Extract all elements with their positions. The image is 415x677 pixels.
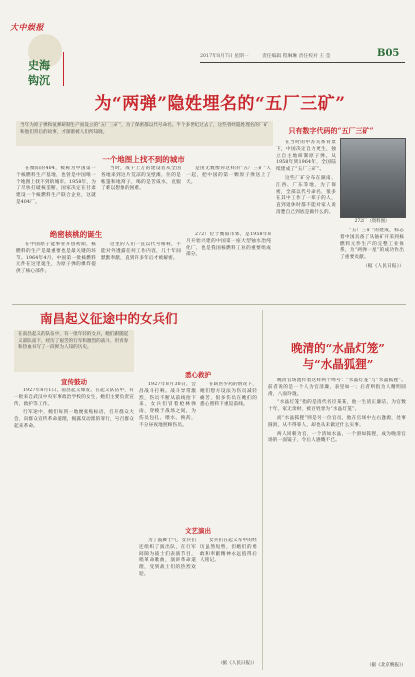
story3-standfirst: 在南昌起义的队伍中，有一批年轻的女兵，她们跟随起义部队南下，经历了艰苦的行军和激烈的战斗，用青春和热血书写了一段鲜为人知的历史。 <box>14 330 134 372</box>
main-headline: 为“两弹”隐姓埋名的“五厂三矿” <box>94 94 346 114</box>
newspaper-logo: 大中娱报 <box>10 22 44 32</box>
story3-subhead2: 悉心救护 <box>185 371 211 379</box>
story2-col3 <box>340 228 404 300</box>
story3-subhead3: 文艺演出 <box>185 527 211 535</box>
story2-para4: “五厂三矿”的建成，标志着中国具备了从铀矿开采到核燃料元件生产的完整工业体系，为“两弹一星”的成功作出了重要贡献。 <box>340 228 404 261</box>
story2-col2 <box>276 140 336 298</box>
story1-col5 <box>101 242 181 298</box>
masthead <box>0 0 415 86</box>
editor-line: 责任编辑 程琳琳 责任校对 王 莹 <box>262 54 331 59</box>
story2-subhead: 只有数字代码的“五厂三矿” <box>288 126 374 135</box>
story1-para2: 当时，成千上万的建设者从全国各地来到这片荒凉的戈壁滩，住的是帐篷和地窝子，喝的是苦咸水，克服了难以想象的困难。 <box>101 166 181 192</box>
section-divider <box>12 304 406 305</box>
story3-col1 <box>14 388 134 668</box>
factory-photo <box>340 138 406 218</box>
story3-para4: 在缺医少药的情况下，她们想方设法为伤员减轻痛苦，很多伤员在她们的悉心照料下重返前线。 <box>200 382 257 408</box>
story3-para2: 行军途中，她们每到一地便张贴标语，召开群众大会，向群众宣传革命道理，揭露反动派的罪行，号召群众起来革命。 <box>14 410 134 429</box>
story3-para3: 1927年8月30日，会昌战斗打响。战斗异常激烈，伤员不断从前线抬下来，女兵们冒着枪林弹雨，穿梭于战场之间，为伤员包扎、喂水、换药，不分昼夜地照顾伤员。 <box>139 382 196 428</box>
story3-col2 <box>139 382 196 524</box>
story4-body <box>268 378 406 660</box>
story3-para5: 为了鼓舞士气，女兵们还组织了演出队，在行军间隙为战士们表演节目，唱革命歌曲，演讲革命道理，受到战士们的热烈欢迎。 <box>139 538 196 577</box>
story2-para3: 这些厂矿分布在湖南、江西、广东等地，为了保密，全部以代号命名，很多在其中工作了一辈子的人，直到退休时都不能对家人说清楚自己到底是做什么的。 <box>276 175 336 215</box>
story4-para4: 两人同朝为官，一个清如水晶，一个滑如狐狸，成为晚清官场的一面镜子，令后人感慨不已。 <box>268 431 406 444</box>
story1-para1: 在衡阳的404，被称为中国第一个核燃料生产基地，也曾是中国唯一个地图上找不到的城市。1958年，为了尽快打破核垄断，国家决定在甘肃建设一个核燃料生产联合企业，这就是404厂。 <box>16 166 96 205</box>
story4-para1: 晚清官场流传着这样两个绰号：“水晶灯笼”与“水晶狐狸”。前者说的是一个人为官清廉，表里如一；后者则指为人精明圆滑，八面玲珑。 <box>268 378 406 397</box>
story4-headline-line2: 与“水晶狐狸” <box>302 357 374 371</box>
story2-para2: 在当时的中苏关系背景下，中国决定自力更生，独立自主地研制原子弹。从1958年到1964年，全国陆续建成了“五厂三矿”。 <box>276 140 336 173</box>
story3-subhead1: 宣传鼓动 <box>61 378 87 386</box>
section-title-line2: 钩沉 <box>28 74 50 87</box>
section-title-line1: 史海 <box>28 59 50 72</box>
story3-para1: 1927年8月1日，南昌起义爆发。在起义队伍中，有一批来自武汉中央军事政治学校的女生，她们主要负责宣传、救护等工作。 <box>14 388 134 407</box>
story3-para6: 女兵们在起义军中的经历虽然短暂，但她们的勇敢和奉献精神永远值得后人铭记。 <box>200 538 257 564</box>
column-divider <box>262 310 263 670</box>
story2-col1 <box>186 232 271 298</box>
story1-subhead2: 绝密核桃的诞生 <box>49 230 103 239</box>
story3-headline: 南昌起义征途中的女兵们 <box>40 311 178 326</box>
story3-col3 <box>200 382 257 524</box>
standfirst: 当年为原子弹和氢弹研制生产而设立的“五厂三矿”，为了保密都以代号命名。半个多世纪过去了，这些曾经隐姓埋名的厂矿和他们背后的故事，才渐渐被人们所知晓。 <box>16 121 273 146</box>
story1-para3: 是由无数像你这样的“五厂三矿”人一起，把中国的第一颗原子弹送上了天。 <box>186 166 271 185</box>
story1-para4: 在中国原子能事业开创初期，核燃料的生产是最重要也是最关键的环节。1964年4月，中国第一批核燃料元件在这里诞生，为原子弹的爆炸提供了核心部件。 <box>16 242 96 275</box>
page-number: B05 <box>377 48 400 59</box>
header-rule <box>200 62 405 63</box>
story1-para5: 这里的人们一直以代号相称，不能对外透露任何工作内容，几十年间默默奉献，直到许多年后才被解密。 <box>101 242 181 261</box>
story4-para3: 而“水晶狐狸”则是另一位官员，他在官场中左右逢源，处事圆滑，从不得罪人，却也从未做过什么实事。 <box>268 415 406 428</box>
story3-byline: （据《人民日报》） <box>217 661 257 666</box>
story4-byline: （据《北京晚报》） <box>366 663 406 668</box>
story1-subhead: 一个地图上找不到的城市 <box>102 155 185 164</box>
story1-col1 <box>16 166 96 226</box>
story2-para1: 272厂位于衡阳市郊，是1958年8月开始兴建的中国第一座大型铀水冶纯化厂，也是我国核燃料工业的重要组成部分。 <box>186 232 271 258</box>
story1-col2 <box>101 166 181 226</box>
story1-col3 <box>186 166 271 226</box>
story3-col4 <box>139 538 196 668</box>
story3-col5 <box>200 538 257 660</box>
story2-byline: （据《人民日报》） <box>363 263 404 269</box>
photo-caption: 272厂（资料图） <box>354 219 390 224</box>
story4-headline-line1: 晚清的“水晶灯笼” <box>291 341 385 355</box>
story1-col4 <box>16 242 96 298</box>
section-line <box>63 52 64 86</box>
story4-para2: “水晶灯笼”指的是清代名臣某某，他一生清正廉洁，为官数十年，家无余财，被百姓誉为“水晶灯笼”。 <box>268 400 406 413</box>
date-line: 2017年8月7日 星期一 <box>200 54 249 59</box>
